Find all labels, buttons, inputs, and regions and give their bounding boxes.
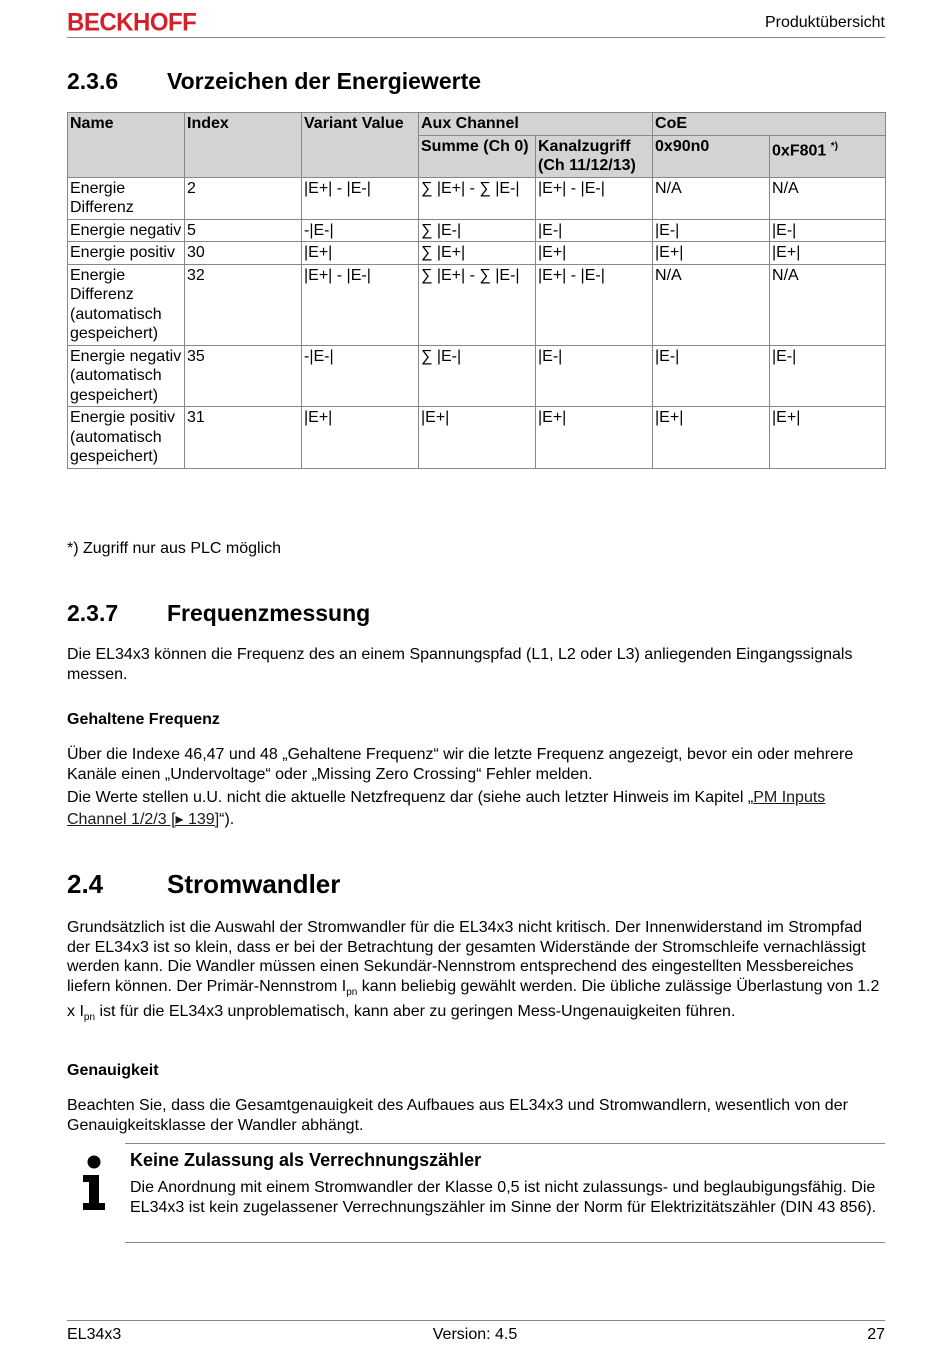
- table-cell: |E+|: [536, 242, 653, 265]
- energy-sign-table: [67, 112, 886, 469]
- col-header-coe: CoE: [653, 113, 886, 136]
- col-header-0x90n0: 0x90n0: [653, 135, 770, 177]
- table-cell: |E+|: [302, 407, 419, 469]
- col-header-aux-channel: Aux Channel: [419, 113, 653, 136]
- table-row: [68, 242, 886, 265]
- table-cell: Energie positiv (automatisch gespeichert): [68, 407, 185, 469]
- heading-title: Frequenzmessung: [167, 600, 371, 626]
- footnote-marker: *): [830, 140, 838, 152]
- table-cell: ∑ |E+|: [419, 242, 536, 265]
- table-cell: |E+|: [536, 407, 653, 469]
- table-cell: 5: [185, 219, 302, 242]
- table-cell: 30: [185, 242, 302, 265]
- held-frequency-note: Die Werte stellen u.U. nicht die aktuelle Netzfrequenz dar (siehe auch letzter Hinweis im Kapitel „PM Inputs Channel 1/2/3 [▸ 139]“).: [67, 789, 826, 828]
- pm-inputs-link[interactable]: PM Inputs Channel 1/2/3 [▸ 139]: [67, 789, 826, 828]
- table-cell: Energie negativ (automatisch gespeichert): [68, 345, 185, 407]
- footer-version: Version: 4.5: [432, 1326, 518, 1343]
- table-cell: Energie Differenz (automatisch gespeichert): [68, 264, 185, 345]
- notice-text: Die Anordnung mit einem Stromwandler der Klasse 0,5 ist nicht zulassungs- und beglaubigungsfähig. Die EL34x3 ist kein zugelassener Verrechnungszähler im Sinne der Norm für Elektrizitätszähler (DIN 43 856).: [130, 1179, 877, 1216]
- heading-2-3-7: [67, 600, 370, 627]
- table-cell: |E+|: [419, 407, 536, 469]
- info-icon: [80, 1155, 108, 1211]
- table-cell: N/A: [770, 264, 886, 345]
- footer-product: EL34x3: [67, 1326, 122, 1343]
- col-header-name: Name: [68, 113, 185, 178]
- table-cell: N/A: [653, 264, 770, 345]
- heading-2-3-6: [67, 68, 481, 95]
- table-cell: |E+| - |E-|: [536, 177, 653, 219]
- table-cell: 35: [185, 345, 302, 407]
- col-header-summe: Summe (Ch 0): [419, 135, 536, 177]
- table-cell: Energie negativ: [68, 219, 185, 242]
- col-header-kanalzugriff: Kanalzugriff (Ch 11/12/13): [536, 135, 653, 177]
- table-cell: |E-|: [770, 345, 886, 407]
- table-cell: 31: [185, 407, 302, 469]
- col-header-index: Index: [185, 113, 302, 178]
- table-cell: ∑ |E-|: [419, 219, 536, 242]
- table-cell: |E+|: [302, 242, 419, 265]
- table-cell: |E-|: [536, 345, 653, 407]
- table-row: [68, 264, 886, 345]
- heading-title: Vorzeichen der Energiewerte: [167, 68, 482, 94]
- held-frequency-paragraph: Über die Indexe 46,47 und 48 „Gehaltene Frequenz“ wir die letzte Frequenz angezeigt, bevor ein oder mehrere Kanäle einen „Undervoltage“ oder „Missing Zero Crossing“ Fehler melden.: [67, 746, 854, 783]
- notice-title: Keine Zulassung als Verrechnungszähler: [130, 1150, 482, 1170]
- table-cell: -|E-|: [302, 345, 419, 407]
- table-cell: 2: [185, 177, 302, 219]
- table-cell: |E-|: [653, 345, 770, 407]
- table-header-row: [68, 113, 886, 136]
- table-cell: |E+|: [770, 407, 886, 469]
- header-divider: [67, 37, 885, 38]
- footer-divider: [67, 1320, 885, 1321]
- table-cell: |E-|: [770, 219, 886, 242]
- heading-number: 2.4: [67, 869, 104, 899]
- col-header-variant-value: Variant Value: [302, 113, 419, 178]
- table-cell: N/A: [770, 177, 886, 219]
- table-cell: Energie Differenz: [68, 177, 185, 219]
- current-transformer-paragraph: Grundsätzlich ist die Auswahl der Stromwandler für die EL34x3 nicht kritisch. Der Innenwiderstand im Strompfad der EL34x3 ist so klein, dass er bei der Betrachtung der gesamten Widerstände der Stromschleife vernachlässigt werden kann. Die Wandler müssen einen Sekundär-Nennstrom entsprechend des eingestellten Messbereiches liefern können. Der Primär-Nennstrom $I_{pn}$ kann beliebig gewählt werden. Die übliche zulässige Überlastung von 1.2 x $I_{pn}$ ist für die EL34x3 unproblematisch, kann aber zu geringen Mess-Ungenauigkeiten führen.: [67, 919, 880, 1024]
- table-row: [68, 345, 886, 407]
- table-cell: |E+| - |E-|: [302, 264, 419, 345]
- accuracy-paragraph: Beachten Sie, dass die Gesamtgenauigkeit des Aufbaues aus EL34x3 und Stromwandlern, wesentlich von der Genauigkeitsklasse der Wandler abhängt.: [67, 1097, 848, 1134]
- table-row: [68, 219, 886, 242]
- table-cell: -|E-|: [302, 219, 419, 242]
- table-cell: 32: [185, 264, 302, 345]
- notice-box: [125, 1143, 885, 1243]
- subheading-gehaltene-frequenz: Gehaltene Frequenz: [67, 711, 220, 728]
- table-cell: Energie positiv: [68, 242, 185, 265]
- heading-2-4: [67, 869, 340, 900]
- table-cell: |E+|: [653, 407, 770, 469]
- table-cell: |E+| - |E-|: [302, 177, 419, 219]
- footer-page-number: 27: [867, 1326, 885, 1343]
- table-cell: |E-|: [653, 219, 770, 242]
- table-cell: |E-|: [536, 219, 653, 242]
- header-section-title: Produktübersicht: [764, 14, 885, 31]
- brand-logo: BECKHOFF: [67, 8, 197, 37]
- table-row: [68, 177, 886, 219]
- table-cell: ∑ |E+| - ∑ |E-|: [419, 177, 536, 219]
- table-cell: N/A: [653, 177, 770, 219]
- col-header-0xf801: 0xF801 *): [770, 135, 886, 177]
- table-cell: |E+| - |E-|: [536, 264, 653, 345]
- heading-number: 2.3.7: [67, 600, 119, 626]
- table-cell: ∑ |E+| - ∑ |E-|: [419, 264, 536, 345]
- table-cell: |E+|: [770, 242, 886, 265]
- table-cell: ∑ |E-|: [419, 345, 536, 407]
- heading-number: 2.3.6: [67, 68, 119, 94]
- table-cell: |E+|: [653, 242, 770, 265]
- table-footnote: *) Zugriff nur aus PLC möglich: [67, 540, 282, 557]
- subheading-genauigkeit: Genauigkeit: [67, 1062, 159, 1079]
- table-row: [68, 407, 886, 469]
- heading-title: Stromwandler: [167, 869, 341, 899]
- frequency-intro: Die EL34x3 können die Frequenz des an einem Spannungspfad (L1, L2 oder L3) anliegenden Eingangssignals messen.: [67, 646, 853, 683]
